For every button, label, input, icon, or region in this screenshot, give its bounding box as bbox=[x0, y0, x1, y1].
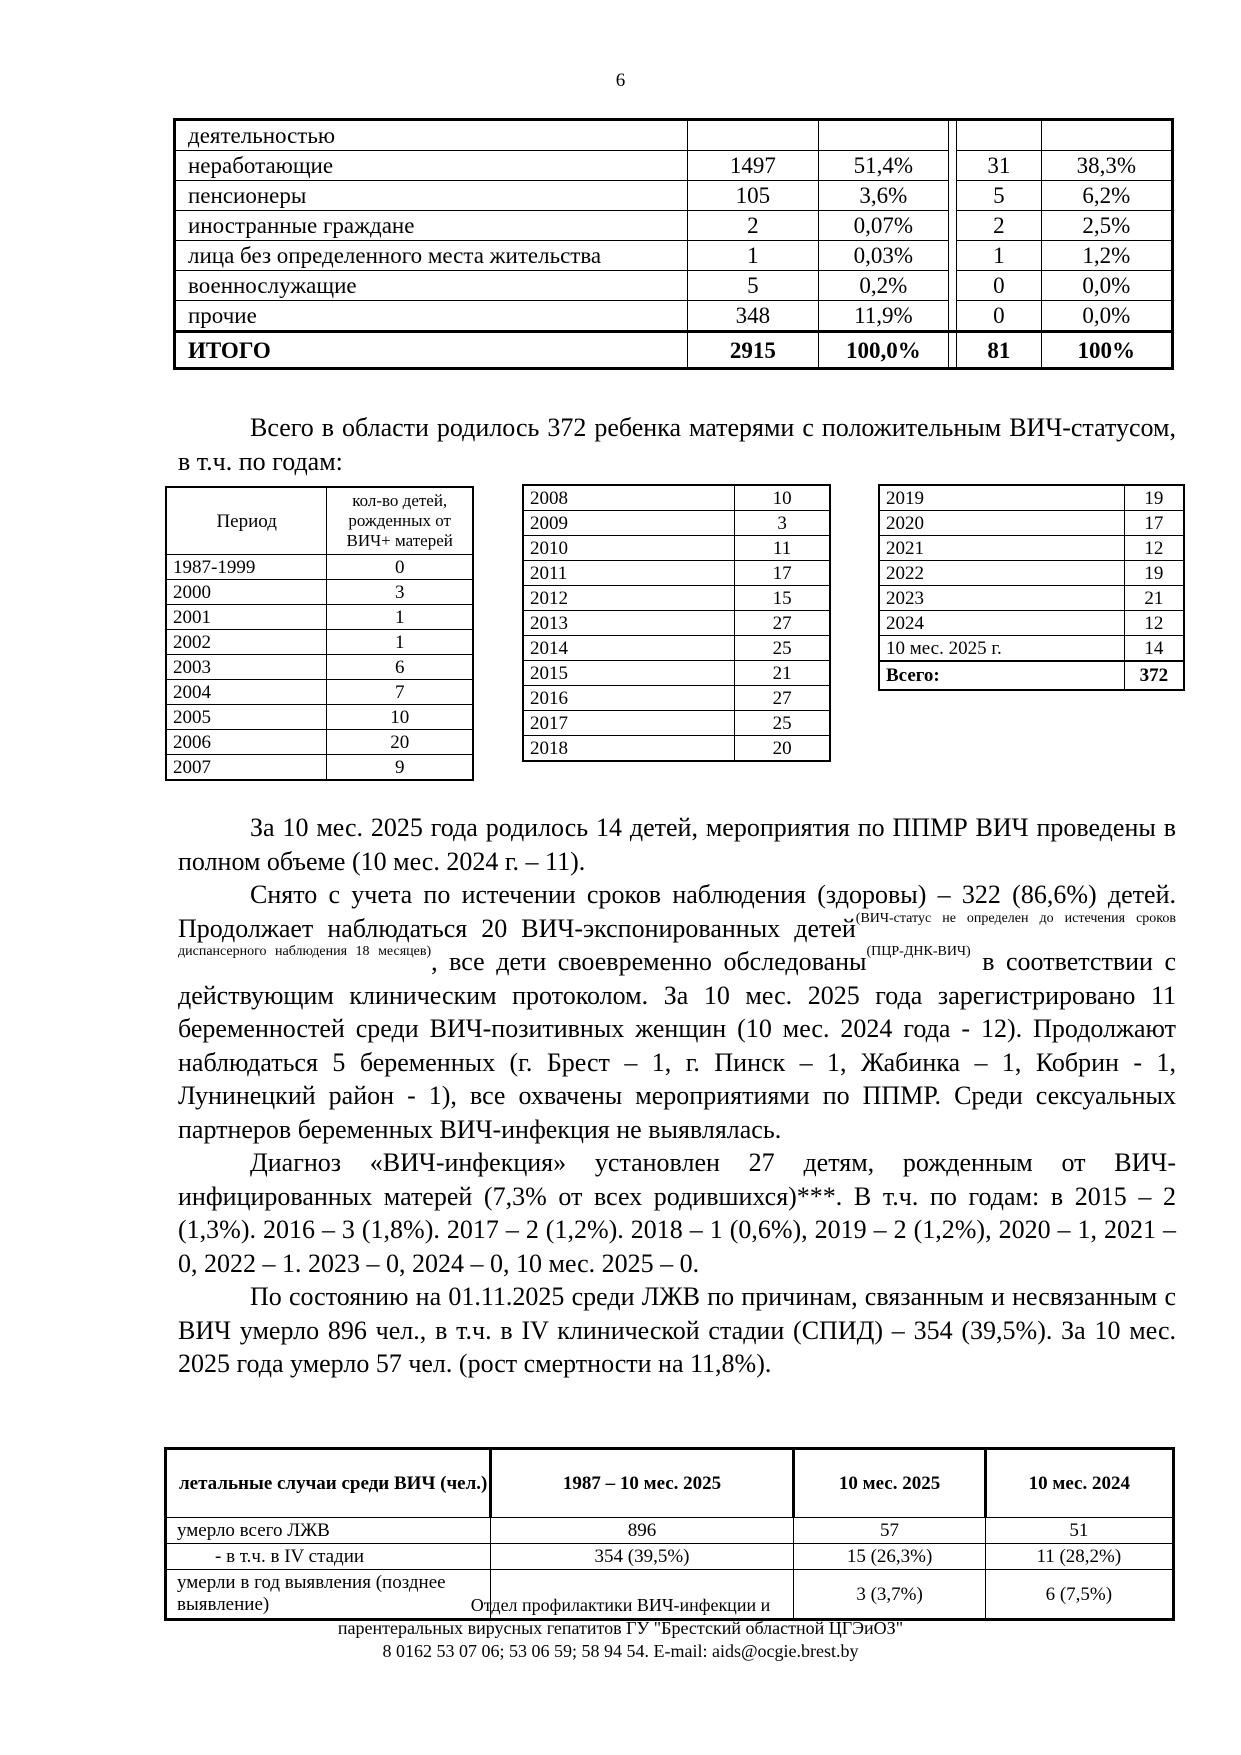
count-cell: 2 bbox=[688, 211, 818, 241]
column-gap bbox=[949, 181, 957, 211]
count-cell: 1497 bbox=[688, 151, 818, 181]
count-cell: 11 bbox=[735, 536, 830, 561]
period-cell: 2019 bbox=[879, 485, 1124, 511]
count-cell: 348 bbox=[688, 301, 818, 332]
count-cell: 21 bbox=[1124, 586, 1184, 611]
total-label: Всего: bbox=[879, 661, 1124, 690]
count-cell: 0 bbox=[957, 301, 1042, 332]
period-cell: 2021 bbox=[879, 536, 1124, 561]
column-gap bbox=[949, 120, 957, 151]
row-label: ИТОГО bbox=[175, 332, 688, 369]
table-row bbox=[879, 636, 1184, 662]
row-label: деятельностью bbox=[175, 120, 688, 151]
period-cell: 2024 bbox=[879, 611, 1124, 636]
row-label: умерли в год выявления (позднее выявление) bbox=[166, 1570, 491, 1620]
period-cell: 2020 bbox=[879, 511, 1124, 536]
count-cell: 81 bbox=[957, 332, 1042, 369]
births-paragraph: Всего в области родилось 372 ребенка матерями с положительным ВИЧ-статусом, в т.ч. по годам: bbox=[178, 413, 1176, 476]
count-cell: 14 bbox=[1124, 636, 1184, 662]
count-cell: 9 bbox=[327, 755, 473, 781]
footer-line-1: Отдел профилактики ВИЧ-инфекции и bbox=[470, 1595, 771, 1615]
table-row bbox=[175, 301, 1173, 332]
period-cell: 2023 bbox=[879, 586, 1124, 611]
count-cell: 2915 bbox=[688, 332, 818, 369]
count-cell: 3 bbox=[327, 580, 473, 605]
count-cell: 1 bbox=[957, 241, 1042, 271]
deaths-header-2025: 10 мес. 2025 bbox=[794, 1449, 985, 1518]
period-cell: 2022 bbox=[879, 561, 1124, 586]
percent-cell: 0,03% bbox=[818, 241, 949, 271]
table-row bbox=[523, 561, 830, 586]
period-cell: 10 мес. 2025 г. bbox=[879, 636, 1124, 662]
count-cell: 12 bbox=[1124, 536, 1184, 561]
row-label: - в т.ч. в IV стадии bbox=[166, 1544, 491, 1570]
percent-cell: 100% bbox=[1041, 332, 1172, 369]
table-row bbox=[166, 555, 473, 580]
total-row bbox=[175, 332, 1173, 369]
period-cell: 2018 bbox=[523, 736, 735, 762]
count-cell: 1 bbox=[327, 630, 473, 655]
children-table-1 bbox=[165, 486, 474, 781]
count-cell: 6 bbox=[327, 655, 473, 680]
table-row bbox=[166, 1518, 1174, 1544]
row-label: умерло всего ЛЖВ bbox=[166, 1518, 491, 1544]
table-row bbox=[175, 241, 1173, 271]
header-count: кол-во детей, рожденных от ВИЧ+ матерей bbox=[327, 487, 473, 555]
count-cell: 15 bbox=[735, 586, 830, 611]
table-row bbox=[523, 736, 830, 762]
period-cell: 2014 bbox=[523, 636, 735, 661]
count-cell: 0 bbox=[327, 555, 473, 580]
table-row bbox=[523, 485, 830, 511]
count-cell: 27 bbox=[735, 611, 830, 636]
table-row bbox=[523, 636, 830, 661]
row-label: пенсионеры bbox=[175, 181, 688, 211]
count-cell: 12 bbox=[1124, 611, 1184, 636]
table-row bbox=[166, 655, 473, 680]
column-gap bbox=[949, 151, 957, 181]
table-row bbox=[879, 511, 1184, 536]
para-observation bbox=[178, 878, 1176, 1146]
deaths-header-total: 1987 – 10 мес. 2025 bbox=[490, 1449, 794, 1518]
cell: 896 bbox=[490, 1518, 794, 1544]
period-cell: 2011 bbox=[523, 561, 735, 586]
table-row bbox=[166, 630, 473, 655]
row-label: прочие bbox=[175, 301, 688, 332]
table-row bbox=[879, 485, 1184, 511]
column-gap bbox=[949, 332, 957, 369]
table-row bbox=[175, 120, 1173, 151]
cell: 354 (39,5%) bbox=[490, 1544, 794, 1570]
table-row bbox=[166, 705, 473, 730]
children-table-2 bbox=[522, 484, 831, 762]
percent-cell bbox=[1041, 120, 1172, 151]
count-cell: 5 bbox=[957, 181, 1042, 211]
count-cell: 10 bbox=[735, 485, 830, 511]
cell: 3 (3,7%) bbox=[794, 1570, 985, 1620]
table-row bbox=[523, 611, 830, 636]
percent-cell: 38,3% bbox=[1041, 151, 1172, 181]
count-cell: 7 bbox=[327, 680, 473, 705]
footer-line-3: 8 0162 53 07 06; 53 06 59; 58 94 54. E-mail: aids@ocgie.brest.by bbox=[382, 1641, 859, 1661]
period-cell: 2004 bbox=[166, 680, 327, 705]
table-row bbox=[166, 730, 473, 755]
period-cell: 2003 bbox=[166, 655, 327, 680]
count-cell: 5 bbox=[688, 271, 818, 301]
table-row bbox=[175, 181, 1173, 211]
footer-line-2: парентеральных вирусных гепатитов ГУ "Брестский областной ЦГЭиОЗ" bbox=[337, 1618, 904, 1638]
period-cell: 2012 bbox=[523, 586, 735, 611]
percent-cell: 100,0% bbox=[818, 332, 949, 369]
column-gap bbox=[949, 271, 957, 301]
observation-text-2: , все дети своевременно обследованы bbox=[431, 947, 867, 976]
table-row bbox=[175, 151, 1173, 181]
period-cell: 2005 bbox=[166, 705, 327, 730]
table-row bbox=[523, 661, 830, 686]
count-cell: 17 bbox=[1124, 511, 1184, 536]
percent-cell: 0,0% bbox=[1041, 301, 1172, 332]
period-cell: 2013 bbox=[523, 611, 735, 636]
percent-cell: 0,2% bbox=[818, 271, 949, 301]
footnote-status: (ВИЧ-статус не определен до истечения сроков диспансерного наблюдения 18 месяцев) bbox=[178, 910, 1176, 959]
table-row bbox=[523, 511, 830, 536]
period-cell: 2006 bbox=[166, 730, 327, 755]
count-cell: 20 bbox=[327, 730, 473, 755]
table-row bbox=[523, 686, 830, 711]
deaths-header-label: летальные случаи среди ВИЧ (чел.) bbox=[166, 1449, 491, 1518]
table-row bbox=[175, 211, 1173, 241]
count-cell: 1 bbox=[688, 241, 818, 271]
percent-cell: 11,9% bbox=[818, 301, 949, 332]
count-cell: 31 bbox=[957, 151, 1042, 181]
count-cell: 105 bbox=[688, 181, 818, 211]
total-value: 372 bbox=[1124, 661, 1184, 690]
period-cell: 2017 bbox=[523, 711, 735, 736]
percent-cell: 1,2% bbox=[1041, 241, 1172, 271]
count-cell: 25 bbox=[735, 711, 830, 736]
column-gap bbox=[949, 241, 957, 271]
footnote-pcr: (ПЦР-ДНК-ВИЧ) bbox=[866, 944, 971, 959]
table-row bbox=[879, 611, 1184, 636]
percent-cell: 3,6% bbox=[818, 181, 949, 211]
period-cell: 2001 bbox=[166, 605, 327, 630]
table-row bbox=[879, 561, 1184, 586]
cell: 15 (26,3%) bbox=[794, 1544, 985, 1570]
count-cell: 10 bbox=[327, 705, 473, 730]
count-cell: 19 bbox=[1124, 485, 1184, 511]
text-block bbox=[178, 811, 1176, 1381]
count-cell: 19 bbox=[1124, 561, 1184, 586]
table-row bbox=[175, 271, 1173, 301]
row-label: лица без определенного места жительства bbox=[175, 241, 688, 271]
count-cell: 3 bbox=[735, 511, 830, 536]
observation-text-1: Снято с учета по истечении сроков наблюдения (здоровы) – 322 (86,6%) детей. Продолжает наблюдаться 20 ВИЧ-экспонированных детей bbox=[178, 880, 1176, 943]
column-gap bbox=[949, 301, 957, 332]
period-cell: 2000 bbox=[166, 580, 327, 605]
period-cell: 2016 bbox=[523, 686, 735, 711]
table-row bbox=[523, 536, 830, 561]
table-row bbox=[166, 755, 473, 781]
table-row bbox=[879, 586, 1184, 611]
period-cell: 2008 bbox=[523, 485, 735, 511]
page-number: 6 bbox=[615, 70, 626, 91]
period-cell: 2009 bbox=[523, 511, 735, 536]
count-cell: 17 bbox=[735, 561, 830, 586]
percent-cell: 0,0% bbox=[1041, 271, 1172, 301]
period-cell: 2007 bbox=[166, 755, 327, 781]
total-row bbox=[879, 661, 1184, 690]
table-row bbox=[523, 711, 830, 736]
count-cell: 1 bbox=[327, 605, 473, 630]
period-cell: 2002 bbox=[166, 630, 327, 655]
count-cell: 25 bbox=[735, 636, 830, 661]
count-cell: 20 bbox=[735, 736, 830, 762]
count-cell: 21 bbox=[735, 661, 830, 686]
table-row bbox=[166, 1544, 1174, 1570]
header-period: Период bbox=[166, 487, 327, 555]
table-row bbox=[166, 605, 473, 630]
count-cell bbox=[957, 120, 1042, 151]
para-ppmr: За 10 мес. 2025 года родилось 14 детей, мероприятия по ППМР ВИЧ проведены в полном объеме (10 мес. 2024 г. – 11). bbox=[178, 813, 1176, 876]
table-row bbox=[166, 580, 473, 605]
row-label: иностранные граждане bbox=[175, 211, 688, 241]
count-cell: 2 bbox=[957, 211, 1042, 241]
row-label: военнослужащие bbox=[175, 271, 688, 301]
percent-cell: 2,5% bbox=[1041, 211, 1172, 241]
count-cell: 27 bbox=[735, 686, 830, 711]
observation-text-3: в соответствии с действующим клиническим протоколом. За 10 мес. 2025 года зарегистрировано 11 беременностей среди ВИЧ-позитивных женщин (10 мес. 2024 года - 12). Продолжают наблюдаться 5 беременных (г. Брест – 1, г. Пинск – 1, Жабинка – 1, Кобрин - 1, Лунинецкий район - 1), все охвачены мероприятиями по ППМР. Среди сексуальных партнеров беременных ВИЧ-инфекция не выявлялась. bbox=[178, 947, 1176, 1144]
count-cell: 0 bbox=[957, 271, 1042, 301]
cell: 11 (28,2%) bbox=[985, 1544, 1173, 1570]
period-cell: 2010 bbox=[523, 536, 735, 561]
percent-cell bbox=[818, 120, 949, 151]
children-table-3 bbox=[878, 484, 1185, 691]
count-cell bbox=[688, 120, 818, 151]
percent-cell: 51,4% bbox=[818, 151, 949, 181]
para-diagnosis: Диагноз «ВИЧ-инфекция» установлен 27 детям, рожденным от ВИЧ-инфицированных матерей (7,3% от всех родившихся)***. В т.ч. по годам: в 2015 – 2 (1,3%). 2016 – 3 (1,8%). 2017 – 2 (1,2%). 2018 – 1 (0,6%), 2019 – 2 (1,2%), 2020 – 1, 2021 – 0, 2022 – 1. 2023 – 0, 2024 – 0, 10 мес. 2025 – 0. bbox=[178, 1148, 1176, 1278]
period-cell: 1987-1999 bbox=[166, 555, 327, 580]
percent-cell: 6,2% bbox=[1041, 181, 1172, 211]
row-label: неработающие bbox=[175, 151, 688, 181]
period-cell: 2015 bbox=[523, 661, 735, 686]
table-row bbox=[166, 680, 473, 705]
social-status-table bbox=[173, 118, 1174, 370]
deaths-header-2024: 10 мес. 2024 bbox=[985, 1449, 1173, 1518]
percent-cell: 0,07% bbox=[818, 211, 949, 241]
column-gap bbox=[949, 211, 957, 241]
footer bbox=[0, 1594, 1241, 1663]
para-deaths: По состоянию на 01.11.2025 среди ЛЖВ по причинам, связанным и несвязанным с ВИЧ умерло 896 чел., в т.ч. в IV клинической стадии (СПИД) – 354 (39,5%). За 10 мес. 2025 года умерло 57 чел. (рост смертности на 11,8%). bbox=[178, 1282, 1176, 1378]
cell: 57 bbox=[794, 1518, 985, 1544]
cell: 51 bbox=[985, 1518, 1173, 1544]
table-row bbox=[879, 536, 1184, 561]
table-row bbox=[523, 586, 830, 611]
cell: 6 (7,5%) bbox=[985, 1570, 1173, 1620]
